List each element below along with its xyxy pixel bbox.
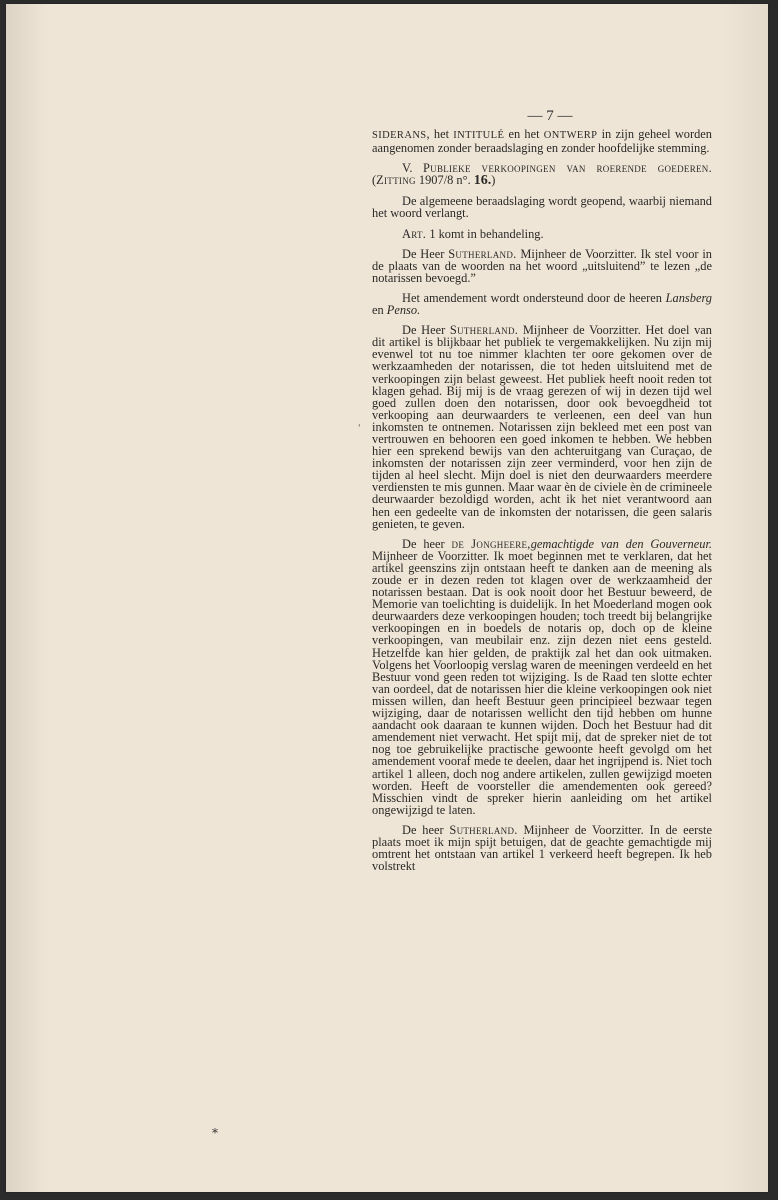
paragraph-amendment-support: Het amendement wordt ondersteund door de heeren Lansberg en Penso.	[372, 290, 712, 318]
paragraph-closing: SIDERANS, het INTITULÉ en het ONTWERP in zijn geheel worden aangenomen zonder beraadslaging en zonder hoofdelijke stemming.	[372, 127, 712, 156]
text-column	[372, 128, 712, 880]
section-heading: V. Publieke verkoopingen van roerende goederen. (Zitting 1907/8 n°. 16.)	[372, 161, 713, 189]
margin-mark: '	[358, 424, 361, 434]
document-page	[6, 4, 768, 1192]
page-number: — 7 —	[527, 108, 573, 124]
paragraph-sutherland-reply: De heer Sutherland. Mijnheer de Voorzitter. In de eerste plaats moet ik mijn spijt betuigen, dat de geachte gemachtigde mij omtrent het ontstaan van artikel 1 verkeerd heeft begrepen. Ik heb volstrekt	[372, 822, 712, 874]
paragraph-sutherland-speech: De Heer Sutherland. Mijnheer de Voorzitter. Het doel van dit artikel is blijkbaar het publiek te vergemakkelijken. Nu zijn mij evenwel tot nu toe nimmer klachten ter oore gekomen over de werkzaamheden der notarissen, die tot heden uitsluitend met de verkoopingen zijn belast geweest. Het publiek heeft nooit reden tot klagen gehad. Bij mij is de vraag gerezen of wij in dezen tijd wel goed zullen doen den notarissen, door ook bevoegdheid tot verkooping aan deurwaarders te verleenen, een deel van hun inkomsten te ontnemen. Notarissen zijn bekleed met een post van vertrouwen en behooren een goed inkomen te hebben. We hebben hier een sprekend bewijs van den achteruitgang van Curaçao, de inkomsten der notarissen zijn zeer verminderd, voor hen zijn de tijden al heel slecht. Mijn doel is niet den deurwaarders meerdere verdiensten te mis gunnen. Maar waar èn de civiele èn de crimineele deurwaarder bezoldigd worden, acht ik het niet verantwoord aan hen een gedeelte van de inkomsten der notarissen, die geen salaris genieten, te geven.	[372, 323, 713, 531]
paragraph-deliberation: De algemeene beraadslaging wordt geopend, waarbij niemand het woord verlangt.	[372, 194, 712, 221]
paragraph-de-jongheere-speech: De heer de Jongheere,gemachtigde van den Gouverneur. Mijnheer de Voorzitter. Ik moet beginnen met te verklaren, dat het artikel geenszins zijn ontstaan heeft te danken aan de meening als zoude er in dezen reden tot klagen over de werkzaamheid der notarissen bestaan. Dat is ook nooit door het Bestuur beweerd, de Memorie van toelichting is duidelijk. In het Moederland mogen ook deurwaarders deze verkoopingen houden; toch treedt bij belangrijke verkoopingen en in boedels de notaris op, doch op de kleine verkoopingen, van meubilair enz. zijn dezen niet eens gesteld. Hetzelfde kan hier gelden, de praktijk zal het dan ook uitmaken. Volgens het Voorloopig verslag waren de meeningen verdeeld en het Bestuur vond geen reden tot wijziging. Is de Raad ten slotte echter van oordeel, dat de notarissen hier die kleine verkoopingen ook niet missen willen, dan heeft Bestuur geen principieel bezwaar tegen wijziging, daar de notarissen wellicht den tijd hebben om hunne aandacht ook daaraan te kunnen wijden. Doch het Bestuur had dit amendement niet verwacht. Het spijt mij, dat de spreker niet de tot nog toe gebruikelijke practische gewoonte heeft gevolgd om het amendement vooraf mede te deelen, daar het ingrijpend is. Niet toch artikel 1 alleen, doch nog andere artikelen, zullen gewijzigd moeten worden. Heeft de voorsteller die amendementen ook gereed? Misschien vindt de spreker hierin aanleiding om het artikel ongewijzigd te laten.	[372, 536, 712, 817]
paragraph-article: Art. 1 komt in behandeling.	[402, 226, 544, 241]
asterisk-mark: *	[212, 1126, 218, 1140]
page-fold-shadow	[6, 4, 46, 1192]
paragraph-sutherland-proposal: De Heer Sutherland. Mijnheer de Voorzitter. Ik stel voor in de plaats van de woorden na het woord „uitsluitend” te lezen „de notarissen bevoegd.”	[372, 246, 713, 285]
